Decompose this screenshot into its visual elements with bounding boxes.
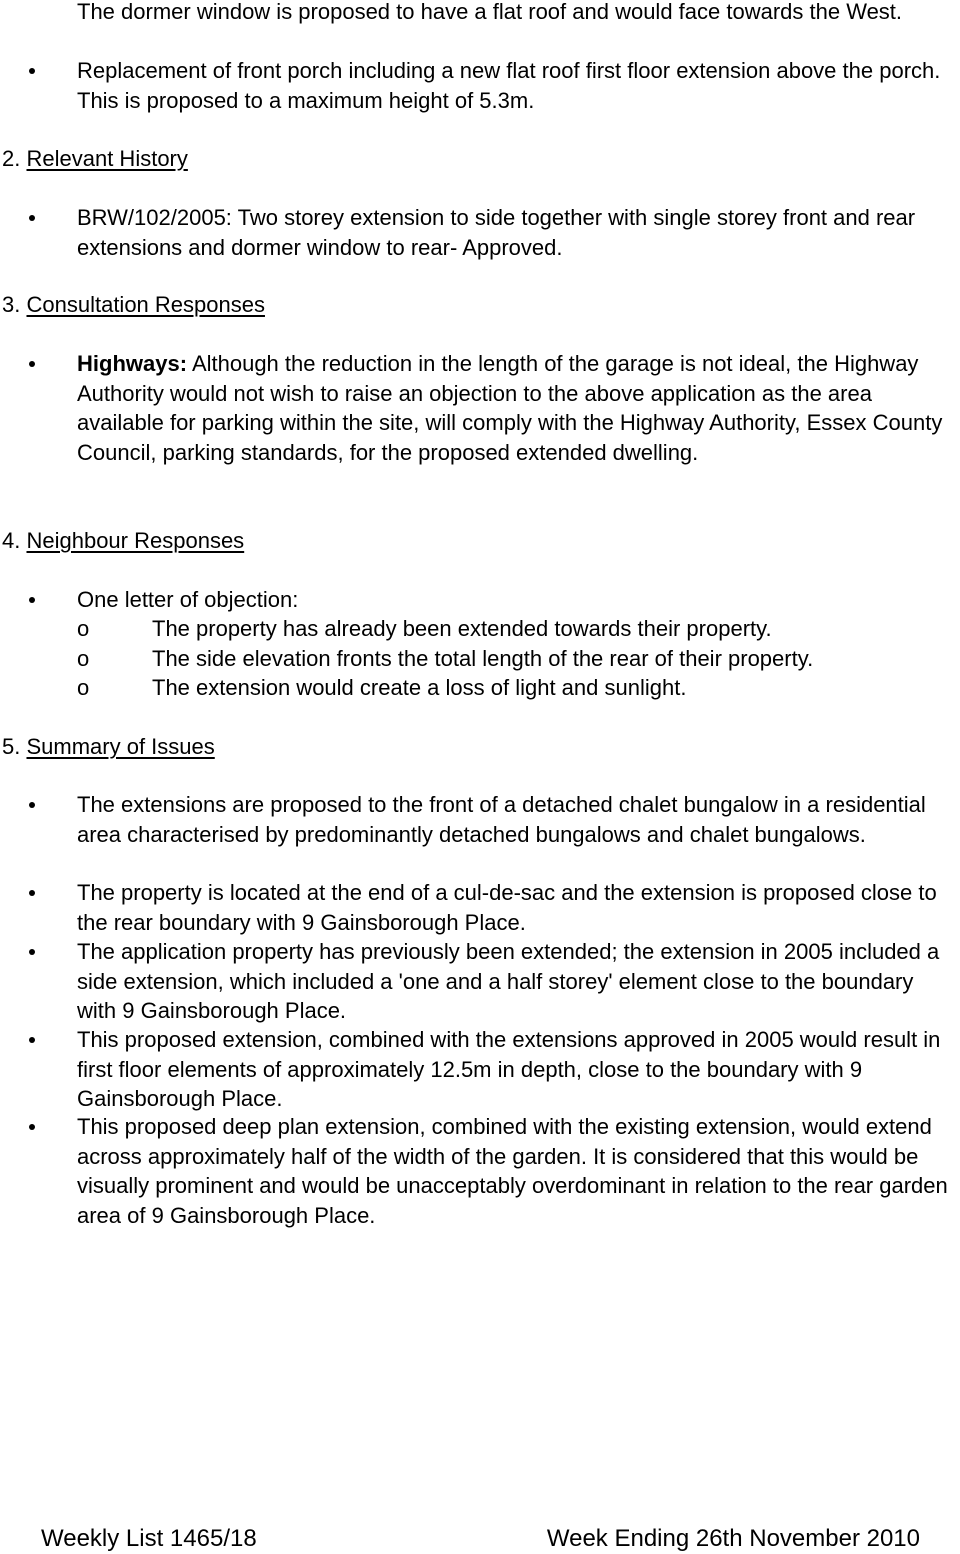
section-number: 5. [2, 734, 21, 759]
bullet-icon [29, 890, 35, 896]
consultation-text: Although the reduction in the length of the garage is not ideal, the Highway Authority would not wish to raise an objection to the above application as the area available for parking within the site, will comply with the Highway Authority, Essex County Council, parking standards, for the proposed extended dwelling. [77, 351, 943, 465]
consultation-label: Highways: [77, 351, 188, 376]
continuation-paragraph: The dormer window is proposed to have a flat roof and would face towards the West. [77, 0, 903, 24]
list-item [77, 349, 957, 467]
bullet-icon [29, 949, 35, 955]
list-item [77, 1112, 957, 1230]
section-heading-summary [2, 732, 215, 762]
section-title: Relevant History [26, 146, 188, 171]
sub-item-text: The side elevation fronts the total length of the rear of their property. [152, 646, 814, 671]
history-bullet-text: BRW/102/2005: Two storey extension to side together with single storey front and rear extensions and dormer window to rear- Approved. [77, 205, 916, 260]
section-number: 2. [2, 146, 21, 171]
neighbour-bullet-text: One letter of objection: [77, 587, 299, 612]
list-item [77, 203, 957, 262]
footer-left: Weekly List 1465/18 [41, 1525, 257, 1552]
section-heading-neighbour [2, 526, 244, 556]
footer-right: Week Ending 26th November 2010 [546, 1525, 920, 1552]
list-item [77, 1025, 957, 1114]
bullet-icon [29, 68, 35, 74]
list-item [77, 56, 957, 115]
summary-bullet-text: The property is located at the end of a cul-de-sac and the extension is proposed close to the rear boundary with 9 Gainsborough Place. [77, 880, 937, 935]
section-number: 4. [2, 528, 21, 553]
consultation-bullet [77, 349, 957, 467]
bullet-icon [29, 1124, 35, 1130]
section-title: Summary of Issues [26, 734, 215, 759]
list-item [77, 878, 957, 937]
sub-item-text: The property has already been extended towards their property. [152, 616, 772, 641]
summary-bullet-text: This proposed deep plan extension, combined with the existing extension, would extend across approximately half of the width of the garden. It is considered that this would be visually prominent and would be unacceptably overdominant in relation to the rear garden area of 9 Gainsborough Place. [77, 1114, 948, 1228]
sub-bullet-marker: o [77, 616, 90, 641]
bullet-icon [29, 361, 35, 367]
sub-bullet-marker: o [77, 675, 90, 700]
section-heading-consultation [2, 290, 265, 320]
sub-bullet-marker: o [77, 646, 90, 671]
section-title: Neighbour Responses [26, 528, 245, 553]
summary-bullet-text: The application property has previously been extended; the extension in 2005 included a side extension, which included a 'one and a half storey' element close to the boundary with 9 Gainsborough Place. [77, 939, 940, 1023]
section-title: Consultation Responses [26, 292, 265, 317]
list-item [77, 790, 957, 849]
bullet-icon [29, 215, 35, 221]
section-number: 3. [2, 292, 21, 317]
list-item [77, 585, 957, 615]
bullet-icon [29, 1037, 35, 1043]
list-item [77, 937, 957, 1026]
summary-bullet-text: This proposed extension, combined with the extensions approved in 2005 would result in first floor elements of approximately 12.5m in depth, close to the boundary with 9 Gainsborough Place. [77, 1027, 941, 1111]
section-heading-history [2, 144, 188, 174]
summary-bullet-text: The extensions are proposed to the front of a detached chalet bungalow in a residential area characterised by predominantly detached bungalows and chalet bungalows. [77, 792, 926, 847]
sub-item-text: The extension would create a loss of light and sunlight. [152, 675, 687, 700]
bullet-icon [29, 597, 35, 603]
bullet-icon [29, 802, 35, 808]
intro-bullet-text: Replacement of front porch including a new flat roof first floor extension above the porch. This is proposed to a maximum height of 5.3m. [77, 58, 941, 113]
